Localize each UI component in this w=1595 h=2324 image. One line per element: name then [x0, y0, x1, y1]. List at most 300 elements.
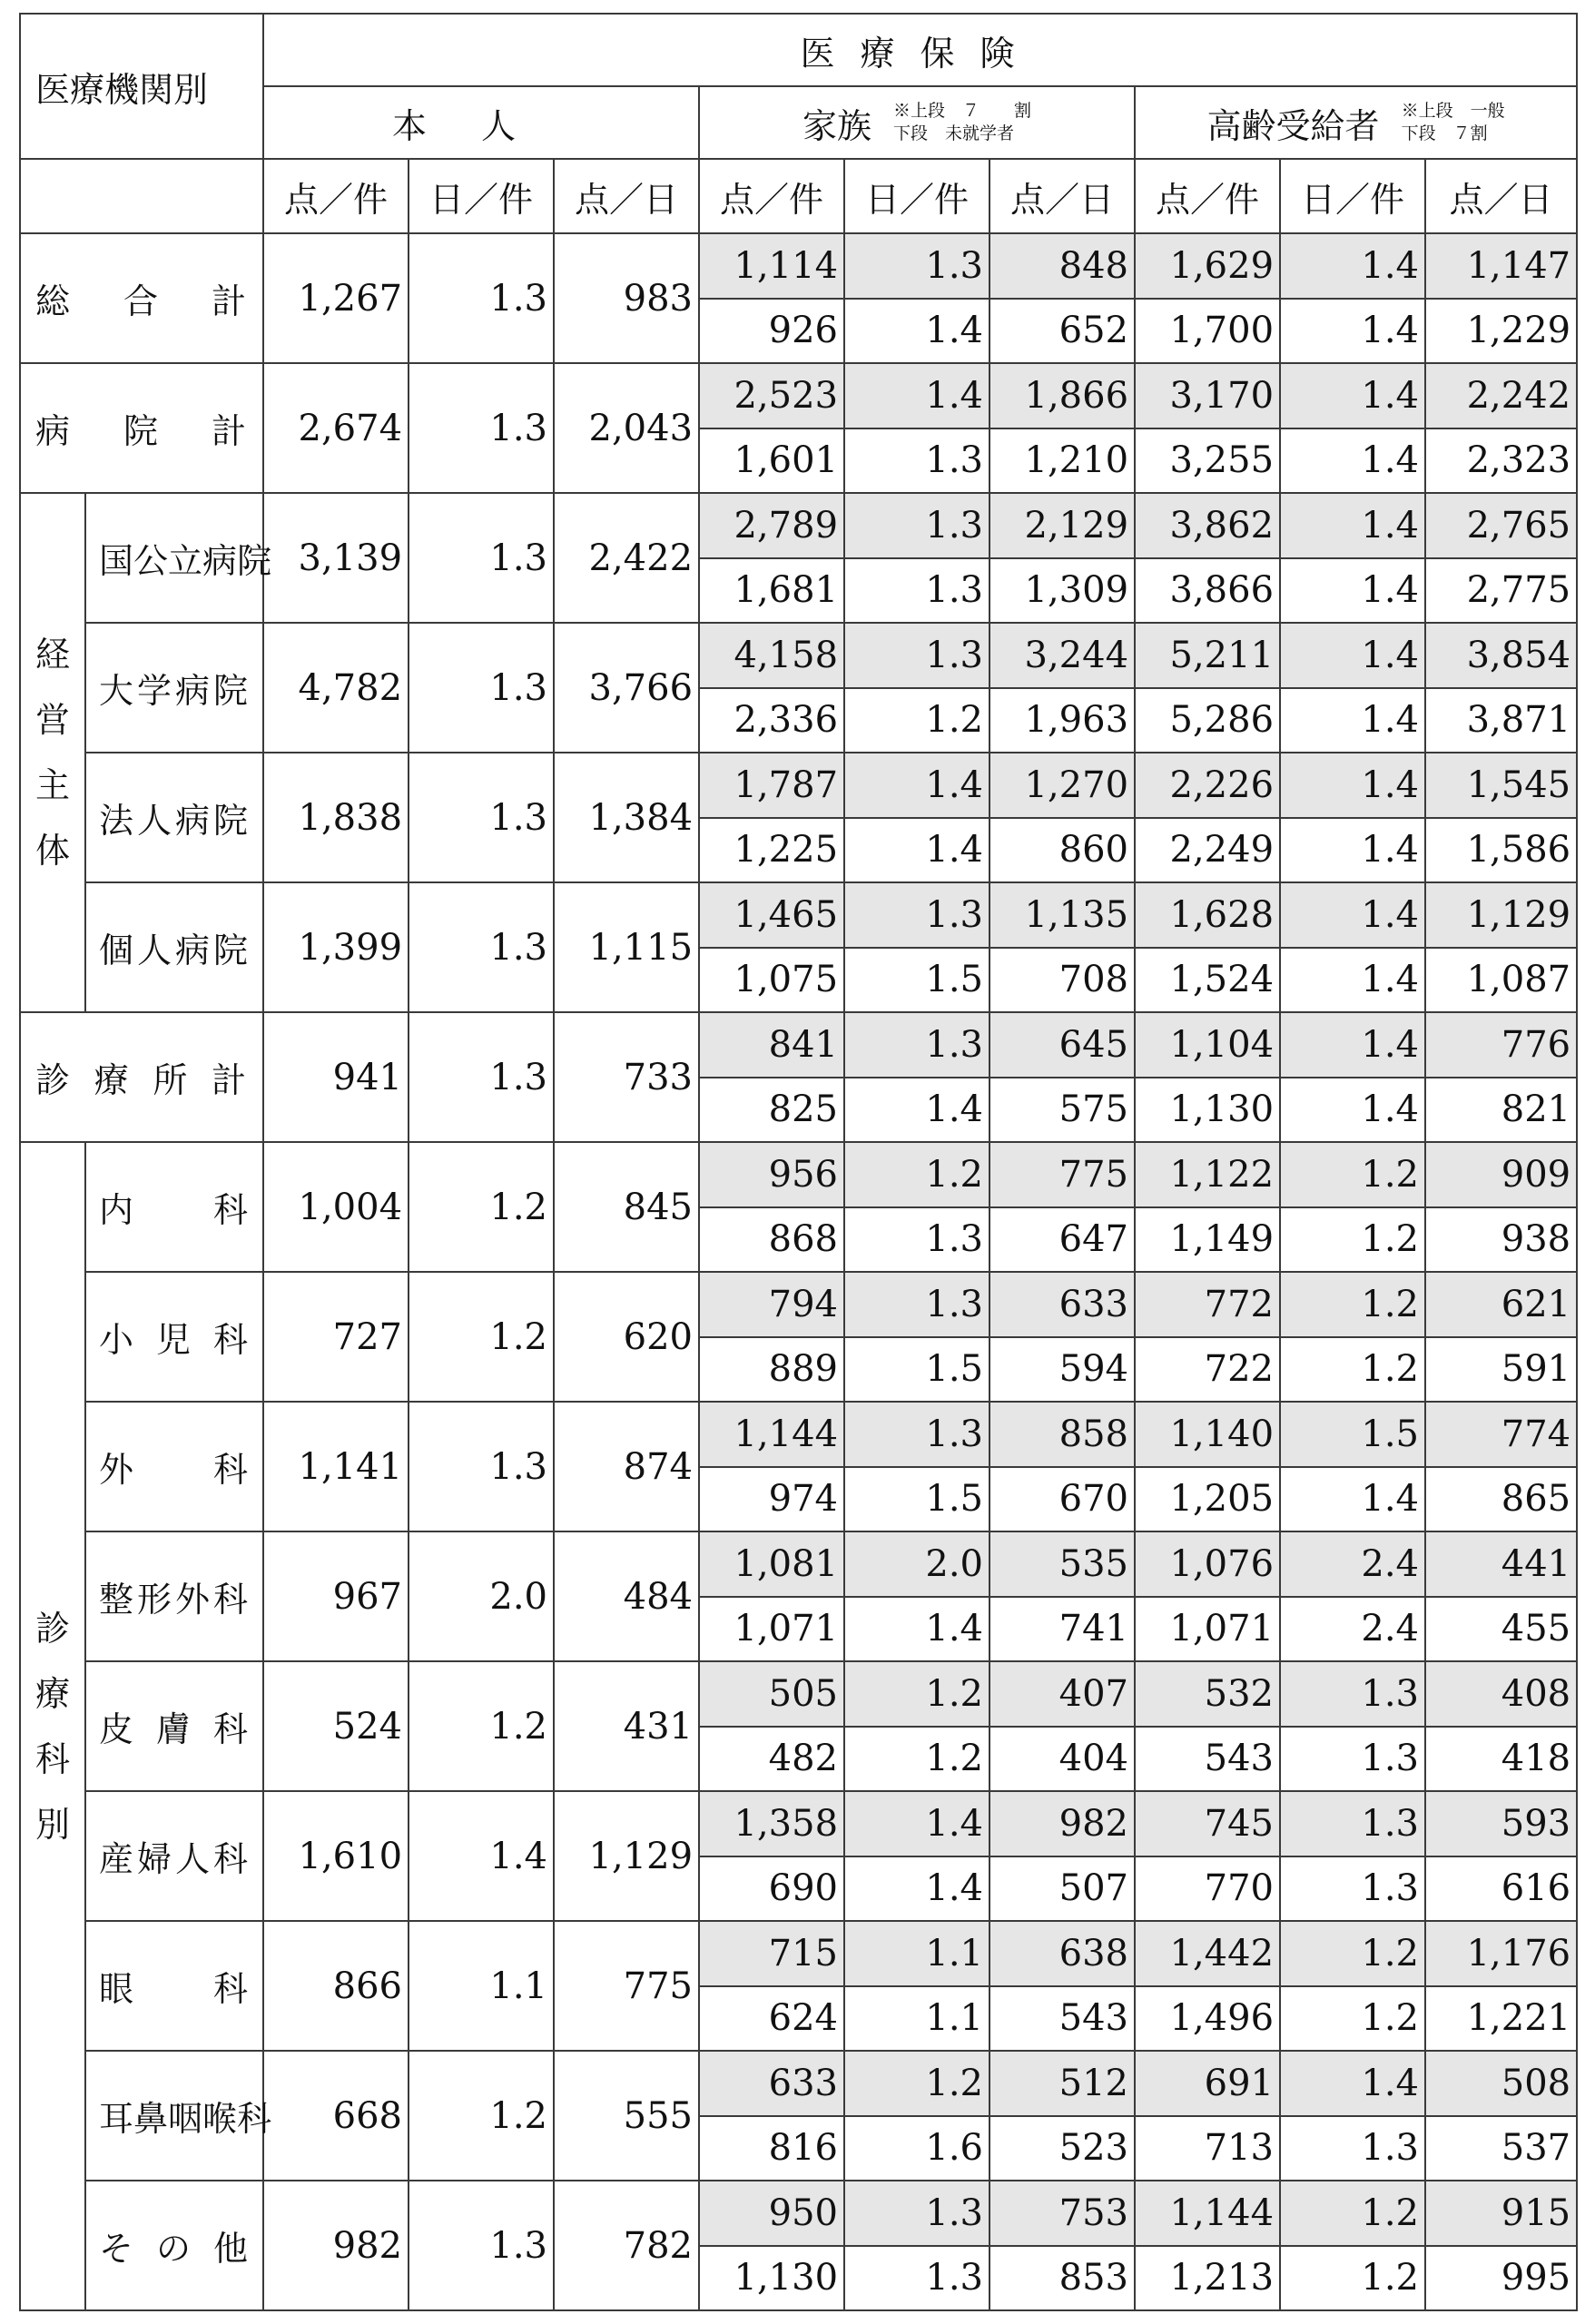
- lower-value: 1.2: [1280, 1986, 1425, 2052]
- lower-value: 1.4: [1280, 1467, 1425, 1532]
- honnin-value: 1.3: [409, 1402, 554, 1531]
- lower-value: 1,309: [989, 558, 1135, 624]
- upper-value: 3,244: [989, 623, 1135, 688]
- row-label: [85, 753, 263, 882]
- upper-value: 535: [989, 1531, 1135, 1597]
- upper-value: 408: [1425, 1661, 1577, 1727]
- honnin-value: 1,141: [263, 1402, 409, 1531]
- honnin-value: 1,838: [263, 753, 409, 882]
- upper-value: 1.4: [1280, 2051, 1425, 2116]
- unit-header: 日／件: [1280, 159, 1425, 233]
- upper-value: 633: [699, 2051, 844, 2116]
- lower-value: 1,700: [1135, 299, 1280, 364]
- honnin-value: 1,004: [263, 1142, 409, 1272]
- honnin-value: 1.2: [409, 2051, 554, 2181]
- lower-value: 865: [1425, 1467, 1577, 1532]
- honnin-value: 874: [554, 1402, 699, 1531]
- lower-value: 2,249: [1135, 818, 1280, 883]
- upper-value: 1.4: [1280, 882, 1425, 948]
- lower-value: 1.4: [1280, 1078, 1425, 1143]
- upper-value: 1.3: [844, 2181, 989, 2246]
- row-label: [20, 233, 263, 363]
- lower-value: 974: [699, 1467, 844, 1532]
- lower-value: 1,205: [1135, 1467, 1280, 1532]
- honnin-value: 2.0: [409, 1531, 554, 1661]
- honnin-value: 1,399: [263, 882, 409, 1012]
- lower-value: 1.4: [844, 299, 989, 364]
- honnin-value: 1.2: [409, 1272, 554, 1402]
- lower-value: 3,255: [1135, 428, 1280, 494]
- upper-value: 638: [989, 1921, 1135, 1986]
- upper-value: 1,628: [1135, 882, 1280, 948]
- row-label: [85, 623, 263, 753]
- row-label-text: 総 合 計: [35, 281, 247, 321]
- row-label: [85, 1142, 263, 1272]
- lower-value: 418: [1425, 1727, 1577, 1792]
- section-shinryoka: [20, 1142, 85, 2310]
- upper-value: 1.2: [1280, 1921, 1425, 1986]
- row-label-text: 外 科: [99, 1450, 249, 1490]
- honnin-value: 668: [263, 2051, 409, 2181]
- table-row: [20, 2181, 1577, 2246]
- lower-value: 1.4: [844, 1078, 989, 1143]
- lower-value: 594: [989, 1337, 1135, 1403]
- lower-value: 1,130: [1135, 1078, 1280, 1143]
- insurance-group-title: 医療保険: [800, 33, 1040, 74]
- upper-value: 1.3: [844, 493, 989, 558]
- lower-value: 1.2: [1280, 1207, 1425, 1273]
- row-label-text: そ の 他: [99, 2229, 249, 2269]
- row-label-text: 整 形 外 科: [99, 1580, 249, 1620]
- honnin-value: 1,267: [263, 233, 409, 363]
- honnin-value: 983: [554, 233, 699, 363]
- row-label: [85, 2181, 263, 2310]
- unit-header-blank: [20, 159, 263, 233]
- honnin-value: 1.3: [409, 882, 554, 1012]
- table-row: [20, 1012, 1577, 1078]
- upper-value: 1,114: [699, 233, 844, 299]
- upper-value: 2,242: [1425, 363, 1577, 428]
- lower-value: 1,601: [699, 428, 844, 494]
- upper-value: 5,211: [1135, 623, 1280, 688]
- row-label-text: 内 科: [99, 1190, 249, 1230]
- upper-value: 774: [1425, 1402, 1577, 1467]
- section-keiei-text: 経 営 主 体: [34, 635, 70, 871]
- honnin-value: 1.2: [409, 1661, 554, 1791]
- lower-value: 1,524: [1135, 948, 1280, 1013]
- honnin-value: 524: [263, 1661, 409, 1791]
- row-label: [85, 2051, 272, 2181]
- kazoku-note-lower: 下段 未就学者: [893, 123, 1015, 143]
- unit-header: 点／日: [989, 159, 1135, 233]
- lower-value: 455: [1425, 1597, 1577, 1662]
- lower-value: 543: [1135, 1727, 1280, 1792]
- honnin-value: 982: [263, 2181, 409, 2310]
- upper-value: 1.3: [844, 233, 989, 299]
- lower-value: 1.1: [844, 1986, 989, 2052]
- upper-value: 1,147: [1425, 233, 1577, 299]
- upper-value: 1.2: [1280, 2181, 1425, 2246]
- lower-value: 690: [699, 1856, 844, 1922]
- lower-value: 722: [1135, 1337, 1280, 1403]
- upper-value: 841: [699, 1012, 844, 1078]
- upper-value: 1,129: [1425, 882, 1577, 948]
- honnin-value: 967: [263, 1531, 409, 1661]
- lower-value: 1,225: [699, 818, 844, 883]
- lower-value: 1.5: [844, 1467, 989, 1532]
- koureisha-title: 高齢受給者: [1206, 105, 1380, 146]
- honnin-value: 1.4: [409, 1791, 554, 1921]
- upper-value: 956: [699, 1142, 844, 1207]
- upper-value: 1,140: [1135, 1402, 1280, 1467]
- row-label: [85, 1531, 263, 1661]
- upper-value: 593: [1425, 1791, 1577, 1856]
- lower-value: 1.3: [844, 558, 989, 624]
- upper-value: 772: [1135, 1272, 1280, 1337]
- upper-value: 1,135: [989, 882, 1135, 948]
- lower-value: 868: [699, 1207, 844, 1273]
- lower-value: 1.4: [1280, 948, 1425, 1013]
- lower-value: 995: [1425, 2246, 1577, 2311]
- lower-value: 670: [989, 1467, 1135, 1532]
- table-row: [20, 623, 1577, 688]
- lower-value: 1,229: [1425, 299, 1577, 364]
- medical-statistics-table: [19, 13, 1578, 2311]
- lower-value: 926: [699, 299, 844, 364]
- upper-value: 950: [699, 2181, 844, 2246]
- table-body: [20, 233, 1577, 2310]
- upper-value: 633: [989, 1272, 1135, 1337]
- lower-value: 1,087: [1425, 948, 1577, 1013]
- upper-value: 1.4: [1280, 1012, 1425, 1078]
- lower-value: 825: [699, 1078, 844, 1143]
- upper-value: 1.1: [844, 1921, 989, 1986]
- honnin-value: 2,422: [554, 493, 699, 623]
- lower-value: 1.4: [1280, 688, 1425, 753]
- upper-value: 1.4: [1280, 233, 1425, 299]
- lower-value: 1.5: [844, 948, 989, 1013]
- lower-value: 2,775: [1425, 558, 1577, 624]
- honnin-value: 866: [263, 1921, 409, 2051]
- upper-value: 775: [989, 1142, 1135, 1207]
- upper-value: 1.2: [1280, 1272, 1425, 1337]
- lower-value: 741: [989, 1597, 1135, 1662]
- upper-value: 1.4: [844, 753, 989, 818]
- lower-value: 1.4: [1280, 818, 1425, 883]
- kazoku-note-upper: ※上段 ７ 割: [893, 101, 1032, 121]
- lower-value: 1,213: [1135, 2246, 1280, 2311]
- upper-value: 508: [1425, 2051, 1577, 2116]
- lower-value: 1.2: [844, 688, 989, 753]
- row-label: [85, 1661, 263, 1791]
- upper-value: 2,129: [989, 493, 1135, 558]
- row-label-header-text: 医療機関別: [35, 69, 209, 110]
- lower-value: 1.4: [1280, 558, 1425, 624]
- lower-value: 821: [1425, 1078, 1577, 1143]
- lower-value: 2,336: [699, 688, 844, 753]
- row-label-header: [20, 14, 263, 159]
- lower-value: 1.4: [844, 818, 989, 883]
- upper-value: 915: [1425, 2181, 1577, 2246]
- lower-value: 1,586: [1425, 818, 1577, 883]
- upper-value: 1.4: [844, 1791, 989, 1856]
- upper-value: 505: [699, 1661, 844, 1727]
- upper-value: 858: [989, 1402, 1135, 1467]
- honnin-value: 1.3: [409, 363, 554, 493]
- lower-value: 713: [1135, 2116, 1280, 2181]
- lower-value: 853: [989, 2246, 1135, 2311]
- lower-value: 1,149: [1135, 1207, 1280, 1273]
- unit-header: 点／日: [1425, 159, 1577, 233]
- upper-value: 1.2: [844, 1142, 989, 1207]
- row-label: [85, 882, 263, 1012]
- table-header: [20, 14, 1577, 233]
- upper-value: 3,170: [1135, 363, 1280, 428]
- honnin-value: 1.2: [409, 1142, 554, 1272]
- row-label: [85, 1791, 263, 1921]
- lower-value: 543: [989, 1986, 1135, 2052]
- honnin-value: 1,115: [554, 882, 699, 1012]
- lower-value: 616: [1425, 1856, 1577, 1922]
- lower-value: 624: [699, 1986, 844, 2052]
- honnin-value: 733: [554, 1012, 699, 1142]
- honnin-value: 775: [554, 1921, 699, 2051]
- lower-value: 1.4: [844, 1856, 989, 1922]
- lower-value: 1.3: [844, 1207, 989, 1273]
- table-row: [20, 1661, 1577, 1727]
- table-row: [20, 1791, 1577, 1856]
- table-row: [20, 1272, 1577, 1337]
- lower-value: 591: [1425, 1337, 1577, 1403]
- lower-value: 1,210: [989, 428, 1135, 494]
- lower-value: 523: [989, 2116, 1135, 2181]
- honnin-value: 3,139: [263, 493, 409, 623]
- upper-value: 1.3: [844, 623, 989, 688]
- table-row: [20, 1402, 1577, 1467]
- lower-value: 5,286: [1135, 688, 1280, 753]
- upper-value: 1.3: [1280, 1661, 1425, 1727]
- lower-value: 1.4: [1280, 428, 1425, 494]
- section-keiei: [20, 493, 85, 1012]
- lower-value: 1,221: [1425, 1986, 1577, 2052]
- upper-value: 1,081: [699, 1531, 844, 1597]
- upper-value: 2,226: [1135, 753, 1280, 818]
- honnin-value: 1.3: [409, 753, 554, 882]
- upper-value: 1,122: [1135, 1142, 1280, 1207]
- lower-value: 1,496: [1135, 1986, 1280, 2052]
- honnin-value: 941: [263, 1012, 409, 1142]
- honnin-value: 1,610: [263, 1791, 409, 1921]
- honnin-value: 3,766: [554, 623, 699, 753]
- lower-value: 1,130: [699, 2246, 844, 2311]
- lower-value: 770: [1135, 1856, 1280, 1922]
- honnin-value: 1,384: [554, 753, 699, 882]
- upper-value: 2.0: [844, 1531, 989, 1597]
- lower-value: 1.2: [844, 1727, 989, 1792]
- upper-value: 4,158: [699, 623, 844, 688]
- section-shinryoka-text: 診 療 科 別: [34, 1608, 70, 1845]
- honnin-value: 1.3: [409, 623, 554, 753]
- lower-value: 652: [989, 299, 1135, 364]
- row-label-text: 皮 膚 科: [99, 1709, 249, 1749]
- upper-value: 1.4: [1280, 623, 1425, 688]
- table-row: [20, 1142, 1577, 1207]
- upper-value: 745: [1135, 1791, 1280, 1856]
- honnin-value: 4,782: [263, 623, 409, 753]
- lower-value: 507: [989, 1856, 1135, 1922]
- upper-value: 753: [989, 2181, 1135, 2246]
- row-label-text: 大 学 病 院: [99, 671, 249, 711]
- lower-value: 1.3: [1280, 1856, 1425, 1922]
- row-label: [85, 1272, 263, 1402]
- upper-value: 1.2: [844, 1661, 989, 1727]
- upper-value: 1,144: [699, 1402, 844, 1467]
- honnin-value: 1.3: [409, 493, 554, 623]
- lower-value: 1.3: [1280, 2116, 1425, 2181]
- table-row: [20, 493, 1577, 558]
- upper-value: 1,358: [699, 1791, 844, 1856]
- row-label-text: 小 児 科: [99, 1320, 249, 1360]
- honnin-value: 2,043: [554, 363, 699, 493]
- row-label: [85, 1402, 263, 1531]
- lower-value: 1.4: [844, 1597, 989, 1662]
- row-label-text: 法 人 病 院: [99, 801, 249, 841]
- lower-value: 1.3: [844, 2246, 989, 2311]
- lower-value: 1.3: [844, 428, 989, 494]
- honnin-value: 727: [263, 1272, 409, 1402]
- row-label-text: 個 人 病 院: [99, 931, 249, 970]
- row-label: [20, 363, 263, 493]
- upper-value: 1.2: [844, 2051, 989, 2116]
- unit-header: 点／件: [699, 159, 844, 233]
- honnin-value: 1.3: [409, 1012, 554, 1142]
- honnin-header: [263, 86, 699, 159]
- upper-value: 1,465: [699, 882, 844, 948]
- lower-value: 1.2: [1280, 1337, 1425, 1403]
- upper-value: 441: [1425, 1531, 1577, 1597]
- insurance-group-header: [263, 14, 1577, 86]
- upper-value: 982: [989, 1791, 1135, 1856]
- table-row: [20, 233, 1577, 299]
- lower-value: 1.6: [844, 2116, 989, 2181]
- upper-value: 2,765: [1425, 493, 1577, 558]
- upper-value: 776: [1425, 1012, 1577, 1078]
- honnin-value: 620: [554, 1272, 699, 1402]
- koureisha-note-lower: 下段 ７割: [1401, 123, 1488, 143]
- upper-value: 1.3: [844, 1402, 989, 1467]
- lower-value: 1.5: [844, 1337, 989, 1403]
- table-row: [20, 363, 1577, 428]
- honnin-title: 本人: [392, 105, 571, 146]
- upper-value: 3,862: [1135, 493, 1280, 558]
- honnin-value: 555: [554, 2051, 699, 2181]
- lower-value: 3,871: [1425, 688, 1577, 753]
- lower-value: 404: [989, 1727, 1135, 1792]
- honnin-value: 2,674: [263, 363, 409, 493]
- lower-value: 1,071: [699, 1597, 844, 1662]
- unit-header: 点／件: [1135, 159, 1280, 233]
- koureisha-header: [1135, 86, 1577, 159]
- lower-value: 860: [989, 818, 1135, 883]
- koureisha-note-upper: ※上段 一般: [1401, 101, 1505, 121]
- upper-value: 909: [1425, 1142, 1577, 1207]
- upper-value: 1.4: [1280, 493, 1425, 558]
- lower-value: 1,075: [699, 948, 844, 1013]
- lower-value: 816: [699, 2116, 844, 2181]
- upper-value: 2,523: [699, 363, 844, 428]
- upper-value: 715: [699, 1921, 844, 1986]
- lower-value: 1,681: [699, 558, 844, 624]
- row-label: [20, 1012, 263, 1142]
- honnin-value: 1,129: [554, 1791, 699, 1921]
- upper-value: 407: [989, 1661, 1135, 1727]
- upper-value: 1,176: [1425, 1921, 1577, 1986]
- upper-value: 1.2: [1280, 1142, 1425, 1207]
- upper-value: 1,866: [989, 363, 1135, 428]
- row-label: [85, 1921, 263, 2051]
- lower-value: 482: [699, 1727, 844, 1792]
- table-row: [20, 1531, 1577, 1597]
- upper-value: 1.4: [1280, 753, 1425, 818]
- table-row: [20, 2051, 1577, 2116]
- upper-value: 794: [699, 1272, 844, 1337]
- upper-value: 1.3: [1280, 1791, 1425, 1856]
- lower-value: 537: [1425, 2116, 1577, 2181]
- row-label-text: 耳 鼻 咽 喉 科: [99, 2099, 272, 2139]
- honnin-value: 1.1: [409, 1921, 554, 2051]
- table-row: [20, 1921, 1577, 1986]
- row-label-text: 産 婦 人 科: [99, 1839, 249, 1879]
- upper-value: 512: [989, 2051, 1135, 2116]
- unit-header: 日／件: [844, 159, 989, 233]
- upper-value: 1.4: [844, 363, 989, 428]
- upper-value: 1.3: [844, 1272, 989, 1337]
- upper-value: 1,545: [1425, 753, 1577, 818]
- row-label-text: 国 公 立 病 院: [99, 541, 272, 581]
- upper-value: 3,854: [1425, 623, 1577, 688]
- upper-value: 691: [1135, 2051, 1280, 2116]
- lower-value: 1.4: [1280, 299, 1425, 364]
- upper-value: 1.5: [1280, 1402, 1425, 1467]
- honnin-value: 484: [554, 1531, 699, 1661]
- lower-value: 1.3: [1280, 1727, 1425, 1792]
- honnin-value: 1.3: [409, 2181, 554, 2310]
- upper-value: 1.3: [844, 1012, 989, 1078]
- upper-value: 2.4: [1280, 1531, 1425, 1597]
- unit-header-row: [20, 159, 1577, 233]
- upper-value: 1,144: [1135, 2181, 1280, 2246]
- lower-value: 1,963: [989, 688, 1135, 753]
- upper-value: 1,629: [1135, 233, 1280, 299]
- unit-header: 点／件: [263, 159, 409, 233]
- unit-header: 日／件: [409, 159, 554, 233]
- lower-value: 889: [699, 1337, 844, 1403]
- honnin-value: 431: [554, 1661, 699, 1791]
- lower-value: 2,323: [1425, 428, 1577, 494]
- upper-value: 532: [1135, 1661, 1280, 1727]
- upper-value: 2,789: [699, 493, 844, 558]
- row-label-text: 眼 科: [99, 1969, 249, 2009]
- row-label-text: 病 院 計: [35, 411, 247, 451]
- lower-value: 647: [989, 1207, 1135, 1273]
- honnin-value: 1.3: [409, 233, 554, 363]
- lower-value: 708: [989, 948, 1135, 1013]
- upper-value: 645: [989, 1012, 1135, 1078]
- upper-value: 1,787: [699, 753, 844, 818]
- upper-value: 1,076: [1135, 1531, 1280, 1597]
- lower-value: 575: [989, 1078, 1135, 1143]
- upper-value: 1,270: [989, 753, 1135, 818]
